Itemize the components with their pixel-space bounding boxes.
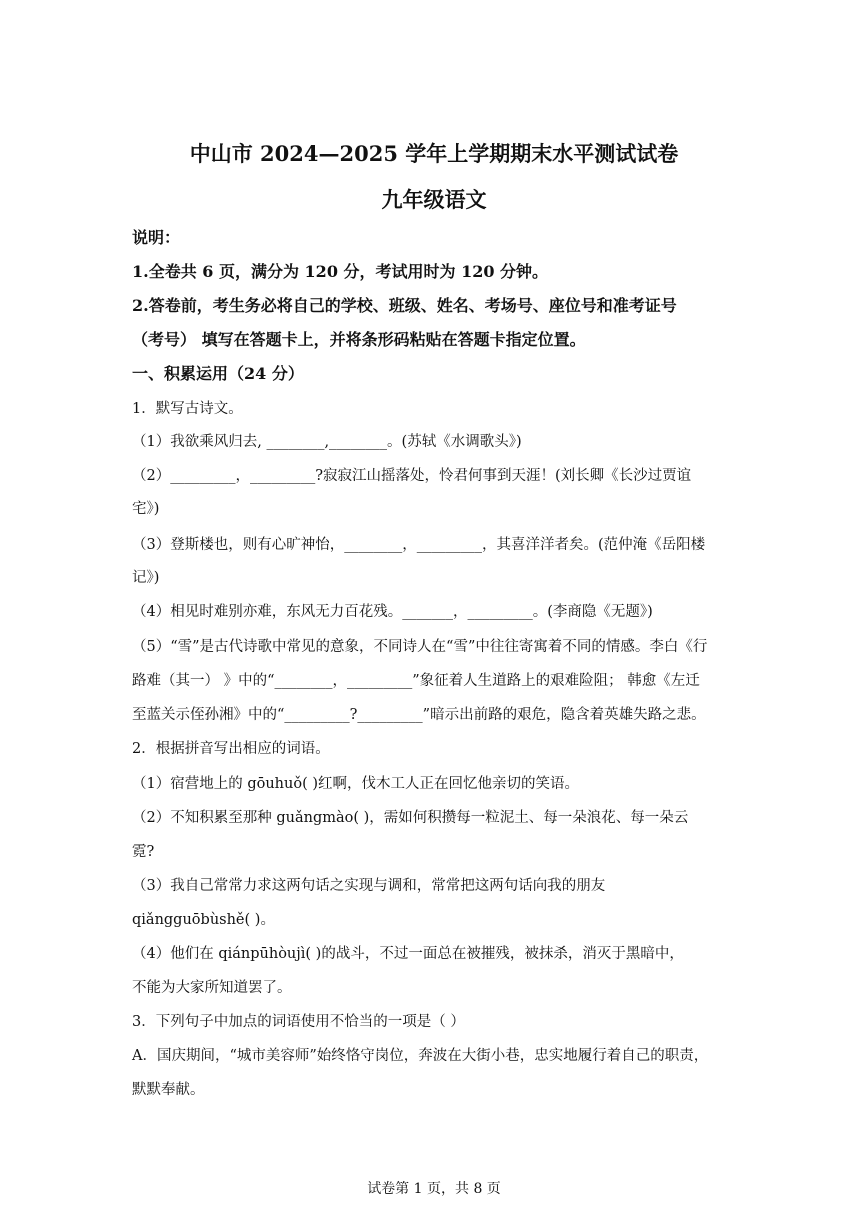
question-line: qiǎngguōbùshě( )。 — [132, 912, 275, 928]
exam-title: 中山市 2024—2025 学年上学期期末水平测试试卷 — [189, 141, 679, 166]
notes-item: （考号） 填写在答题卡上，并将条形码粘贴在答题卡指定位置。 — [132, 330, 586, 349]
question-line: 路难（其一） 》中的“________，_________”象征着人生道路上的艰难险阻； 韩愈《左迁 — [132, 673, 700, 689]
notes-item: 2.答卷前，考生务必将自己的学校、班级、姓名、考场号、座位号和准考证号 — [132, 296, 677, 315]
question-line: （1）宿营地上的 gōuhuǒ( )红啊，伐木工人正在回忆他亲切的笑语。 — [132, 776, 580, 792]
question-line: 至蓝关示侄孙湘》中的“_________?_________”暗示出前路的艰危，隐含着英雄失路之悲。 — [132, 707, 706, 723]
question-line: （4）相见时难别亦难，东风无力百花残。_______，_________。(李商隐《无题》) — [132, 604, 653, 620]
question-line: 记》) — [132, 570, 160, 586]
exam-subtitle: 九年级语文 — [381, 187, 487, 212]
option-line: A．国庆期间，“城市美容师”始终恪守岗位，奔波在大街小巷，忠实地履行着自己的职责， — [132, 1048, 709, 1064]
section-heading: 一、积累运用（24 分） — [132, 364, 304, 383]
question-stem: 1．默写古诗文。 — [132, 401, 243, 417]
question-line: 不能为大家所知道罢了。 — [132, 980, 292, 996]
page-footer: 试卷第 1 页，共 8 页 — [367, 1181, 501, 1197]
question-line: （2）不知积累至那种 guǎngmào( )，需如何积攒每一粒泥土、每一朵浪花、每一朵云 — [132, 810, 689, 826]
question-line: （2）_________，_________?寂寂江山摇落处，怜君何事到天涯！(刘长卿《长沙过贾谊 — [132, 468, 692, 484]
notes-item: 1.全卷共 6 页，满分为 120 分，考试用时为 120 分钟。 — [132, 262, 549, 281]
question-stem: 3．下列句子中加点的词语使用不恰当的一项是（ ） — [132, 1014, 465, 1030]
question-line: （5）“雪”是古代诗歌中常见的意象，不同诗人在“雪”中往往寄寓着不同的情感。李白《行 — [132, 639, 708, 655]
question-line: （3）登斯楼也，则有心旷神怡，________，_________，其喜洋洋者矣。(范仲淹《岳阳楼 — [132, 537, 706, 553]
notes-heading: 说明： — [132, 228, 181, 247]
question-line: （4）他们在 qiánpūhòujì( )的战斗，不过一面总在被摧残，被抹杀，消灭于黑暗中， — [132, 946, 684, 962]
question-stem: 2．根据拼音写出相应的词语。 — [132, 741, 330, 757]
question-line: （3）我自己常常力求这两句话之实现与调和，常常把这两句话向我的朋友 — [132, 878, 606, 894]
question-line: 霓? — [132, 844, 155, 860]
question-line: 宅》) — [132, 501, 160, 517]
question-line: （1）我欲乘风归去, ________,________。(苏轼《水调歌头》) — [132, 434, 522, 450]
option-line: 默默奉献。 — [132, 1082, 205, 1098]
